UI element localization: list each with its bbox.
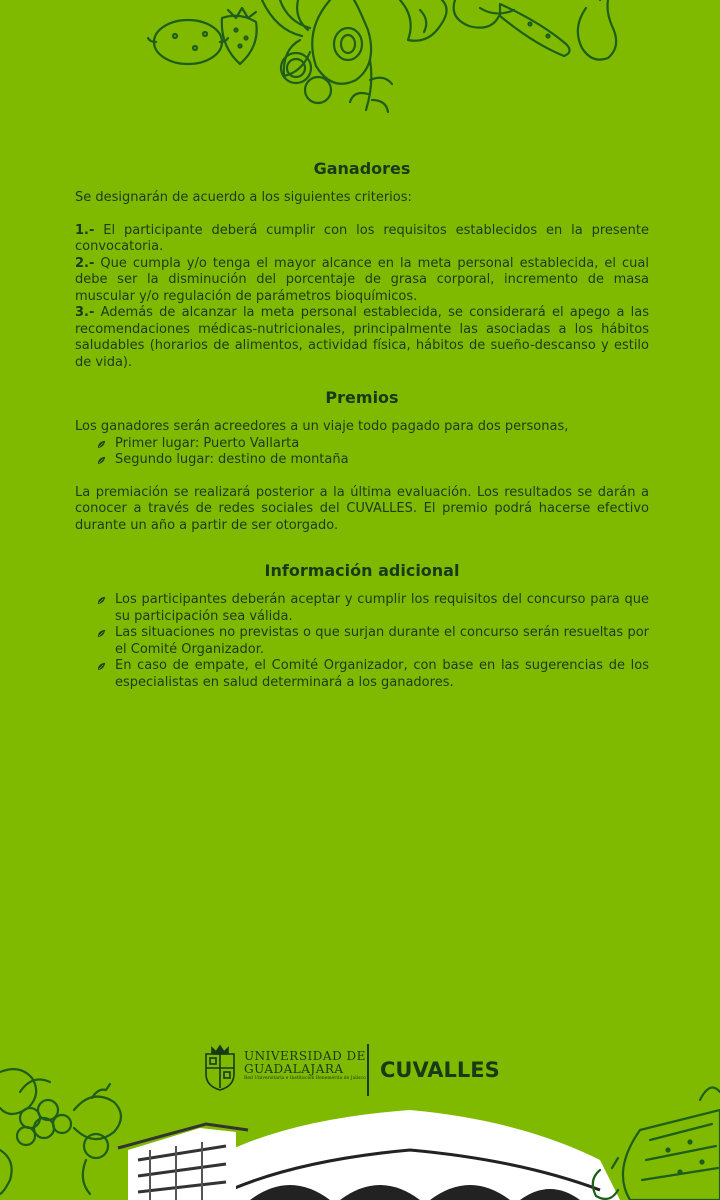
premios-intro: Los ganadores serán acreedores a un viaje todo pagado para dos personas, bbox=[75, 419, 569, 434]
bottom-campus-illustration bbox=[0, 1000, 720, 1200]
university-crest-icon bbox=[202, 1044, 238, 1092]
university-line2: GUADALAJARA bbox=[244, 1062, 344, 1076]
list-item bbox=[75, 452, 649, 469]
info-list bbox=[75, 592, 649, 691]
premios-list bbox=[75, 436, 649, 469]
list-item-text: Las situaciones no previstas o que surjan durante el concurso serán resueltas por el Comité Organizador. bbox=[115, 625, 649, 657]
footer-logo bbox=[200, 1040, 530, 1100]
criterion-text: Además de alcanzar la meta personal establecida, se considerará el apego a las recomendaciones médicas-nutricionales, principalmente las asociadas a los hábitos saludables (horarios de alimentos, actividad física, hábitos de sueño-descanso y estilo de vida). bbox=[75, 305, 649, 370]
list-item bbox=[75, 625, 649, 658]
top-fruits-illustration bbox=[0, 0, 720, 130]
criterion-number: 3.- bbox=[75, 305, 95, 320]
info-heading: Información adicional bbox=[264, 561, 460, 580]
list-item bbox=[75, 592, 649, 625]
criterion-1 bbox=[75, 223, 649, 256]
content-area bbox=[75, 158, 649, 691]
premios-note: La premiación se realizará posterior a la última evaluación. Los resultados se darán a conocer a través de redes sociales del CUVALLES. El premio podrá hacerse efectivo durante un año a partir de ser otorgado. bbox=[75, 484, 649, 533]
ganadores-heading: Ganadores bbox=[313, 159, 411, 178]
criterion-number: 2.- bbox=[75, 255, 95, 271]
list-item-text: Primer lugar: Puerto Vallarta bbox=[115, 435, 300, 451]
list-item-text: Segundo lugar: destino de montaña bbox=[115, 452, 349, 467]
logo-divider bbox=[367, 1044, 369, 1096]
university-subtitle: Red Universitaria e Institución Benemérita de Jalisco bbox=[244, 1076, 366, 1081]
leaf-bullet-icon bbox=[97, 629, 106, 638]
criterion-number: 1.- bbox=[75, 222, 95, 238]
leaf-bullet-icon bbox=[97, 456, 106, 465]
ganadores-intro: Se designarán de acuerdo a los siguientes criterios: bbox=[75, 190, 412, 205]
criterion-text: El participante deberá cumplir con los requisitos establecidos en la presente convocatoria. bbox=[75, 222, 649, 254]
premios-heading: Premios bbox=[325, 388, 399, 407]
list-item bbox=[75, 436, 649, 453]
leaf-bullet-icon bbox=[97, 596, 106, 605]
campus-name: CUVALLES bbox=[380, 1058, 500, 1082]
leaf-bullet-icon bbox=[97, 440, 106, 449]
university-name bbox=[244, 1050, 366, 1082]
list-item-text: Los participantes deberán aceptar y cumplir los requisitos del concurso para que su participación sea válida. bbox=[115, 592, 649, 624]
list-item bbox=[75, 658, 649, 691]
university-line1: UNIVERSIDAD DE bbox=[244, 1049, 366, 1063]
criterion-3 bbox=[75, 305, 649, 371]
criterion-2 bbox=[75, 256, 649, 306]
leaf-bullet-icon bbox=[97, 662, 106, 671]
list-item-text: En caso de empate, el Comité Organizador, con base en las sugerencias de los especialistas en salud determinará a los ganadores. bbox=[115, 658, 649, 690]
criterion-text: Que cumpla y/o tenga el mayor alcance en la meta personal establecida, el cual debe ser la disminución del porcentaje de grasa corporal, incremento de masa muscular y/o regulación de parámetros bioquímicos. bbox=[75, 255, 649, 304]
